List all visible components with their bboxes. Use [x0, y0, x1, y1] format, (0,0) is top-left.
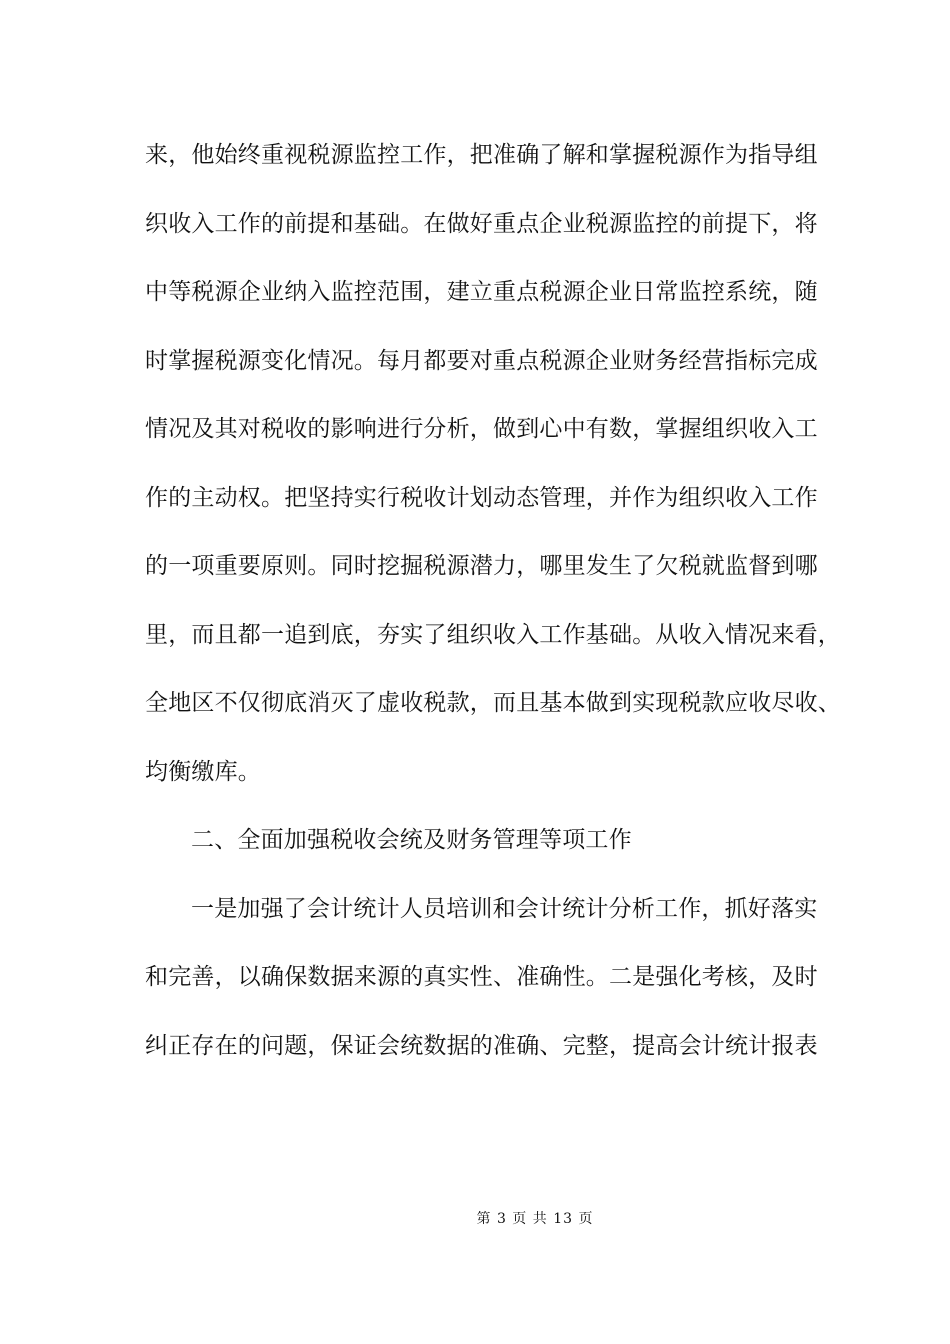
page-number-footer: 第 3 页 共 13 页	[476, 1211, 594, 1227]
text-line: 里，而且都一追到底，夯实了组织收入工作基础。从收入情况来看，	[145, 621, 841, 648]
text-line: 和完善，以确保数据来源的真实性、准确性。二是强化考核，及时	[145, 964, 818, 990]
text-line: 情况及其对税收的影响进行分析，做到心中有数，掌握组织收入工	[145, 416, 818, 442]
text-line: 的一项重要原则。同时挖掘税源潜力，哪里发生了欠税就监督到哪	[145, 553, 818, 579]
body-text	[145, 132, 841, 1091]
text-line: 均衡缴库。	[145, 758, 261, 785]
text-line: 全地区不仅彻底消灭了虚收税款，而且基本做到实现税款应收尽收、	[145, 690, 841, 716]
text-line: 来，他始终重视税源监控工作，把准确了解和掌握税源作为指导组	[145, 142, 818, 168]
text-line: 时掌握税源变化情况。每月都要对重点税源企业财务经营指标完成	[145, 347, 818, 374]
section-heading: 二、全面加强税收会统及财务管理等项工作	[191, 827, 632, 853]
text-line: 纠正存在的问题，保证会统数据的准确、完整，提高会计统计报表	[145, 1032, 818, 1059]
text-line: 作的主动权。把坚持实行税收计划动态管理，并作为组织收入工作	[145, 484, 818, 511]
text-line: 织收入工作的前提和基础。在做好重点企业税源监控的前提下，将	[145, 210, 818, 237]
text-line: 中等税源企业纳入监控范围，建立重点税源企业日常监控系统，随	[145, 279, 818, 305]
text-line: 一是加强了会计统计人员培训和会计统计分析工作，抓好落实	[191, 895, 818, 922]
